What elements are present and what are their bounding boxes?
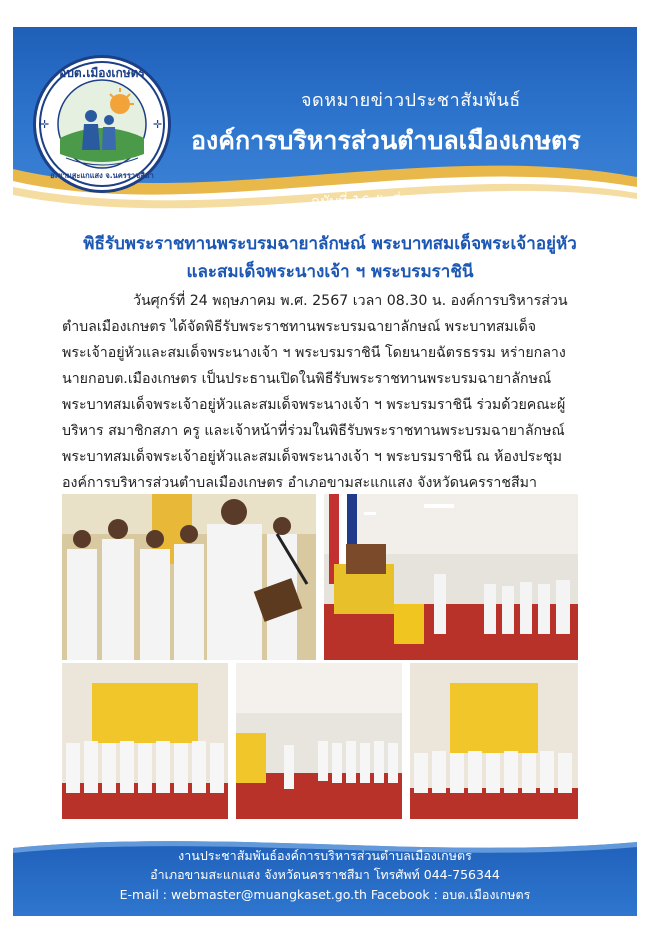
body-line: พระบาทสมเด็จพระเจ้าอยู่หัวและสมเด็จพระนางเจ้า ฯ พระบรมราชินี ร่วมด้วยคณะผู้ <box>62 397 566 413</box>
organization-title: องค์การบริหารส่วนตำบลเมืองเกษตร <box>191 126 581 155</box>
photo-portrait-shrine <box>324 494 578 660</box>
photo-ceremony-speech <box>62 494 316 660</box>
svg-text:✛: ✛ <box>40 118 50 131</box>
article-headline-line2: และสมเด็จพระนางเจ้า ฯ พระบรมราชินี <box>186 262 474 282</box>
footer-contact: E-mail : webmaster@muangkaset.go.th Facebook : อบต.เมืองเกษตร <box>119 887 531 902</box>
logo-text-top: อบต.เมืองเกษตร <box>59 66 145 80</box>
issue-info: ฉบับที่ 16 วันที่ 24 พฤษภาคม 2567 <box>311 194 531 210</box>
newsletter-header <box>13 27 637 217</box>
photo-room-ceremony <box>236 663 402 819</box>
organization-logo <box>33 55 171 193</box>
svg-text:✛: ✛ <box>153 118 163 131</box>
body-line: นายกอบต.เมืองเกษตร เป็นประธานเปิดในพิธีรับพระราชทานพระบรมฉายาลักษณ์ <box>62 371 552 387</box>
body-line: วันศุกร์ที่ 24 พฤษภาคม พ.ศ. 2567 เวลา 08.30 น. องค์การบริหารส่วน <box>133 293 568 309</box>
body-line: พระเจ้าอยู่หัวและสมเด็จพระนางเจ้า ฯ พระบรมราชินี โดยนายฉัตรธรรม หร่ายกลาง <box>62 345 566 361</box>
footer-address-phone: อำเภอขามสะแกแสง จังหวัดนครราชสีมา โทรศัพท์ 044-756344 <box>150 867 500 882</box>
body-line: ตำบลเมืองเกษตร ได้จัดพิธีรับพระราชทานพระบรมฉายาลักษณ์ พระบาทสมเด็จ <box>62 319 537 335</box>
newsletter-footer <box>13 834 637 916</box>
article-headline-line1: พิธีรับพระราชทานพระบรมฉายาลักษณ์ พระบาทสมเด็จพระเจ้าอยู่หัว <box>83 234 577 254</box>
body-line: พระบาทสมเด็จพระเจ้าอยู่หัวและสมเด็จพระนางเจ้า ฯ พระบรมราชินี ณ ห้องประชุม <box>62 449 563 465</box>
photo-group-front <box>62 663 228 819</box>
body-line: บริหาร สมาชิกสภา ครู และเจ้าหน้าที่ร่วมในพิธีรับพระราชทานพระบรมฉายาลักษณ์ <box>62 423 565 439</box>
footer-department: งานประชาสัมพันธ์องค์การบริหารส่วนตำบลเมืองเกษตร <box>178 848 472 863</box>
photo-group-portrait <box>410 663 578 819</box>
newsletter-subtitle: จดหมายข่าวประชาสัมพันธ์ <box>301 90 521 111</box>
logo-text-bottom: อ.ขามสะแกแสง จ.นครราชสีมา <box>50 171 154 180</box>
body-line: องค์การบริหารส่วนตำบลเมืองเกษตร อำเภอขามสะแกแสง จังหวัดนครราชสีมา <box>62 475 537 491</box>
